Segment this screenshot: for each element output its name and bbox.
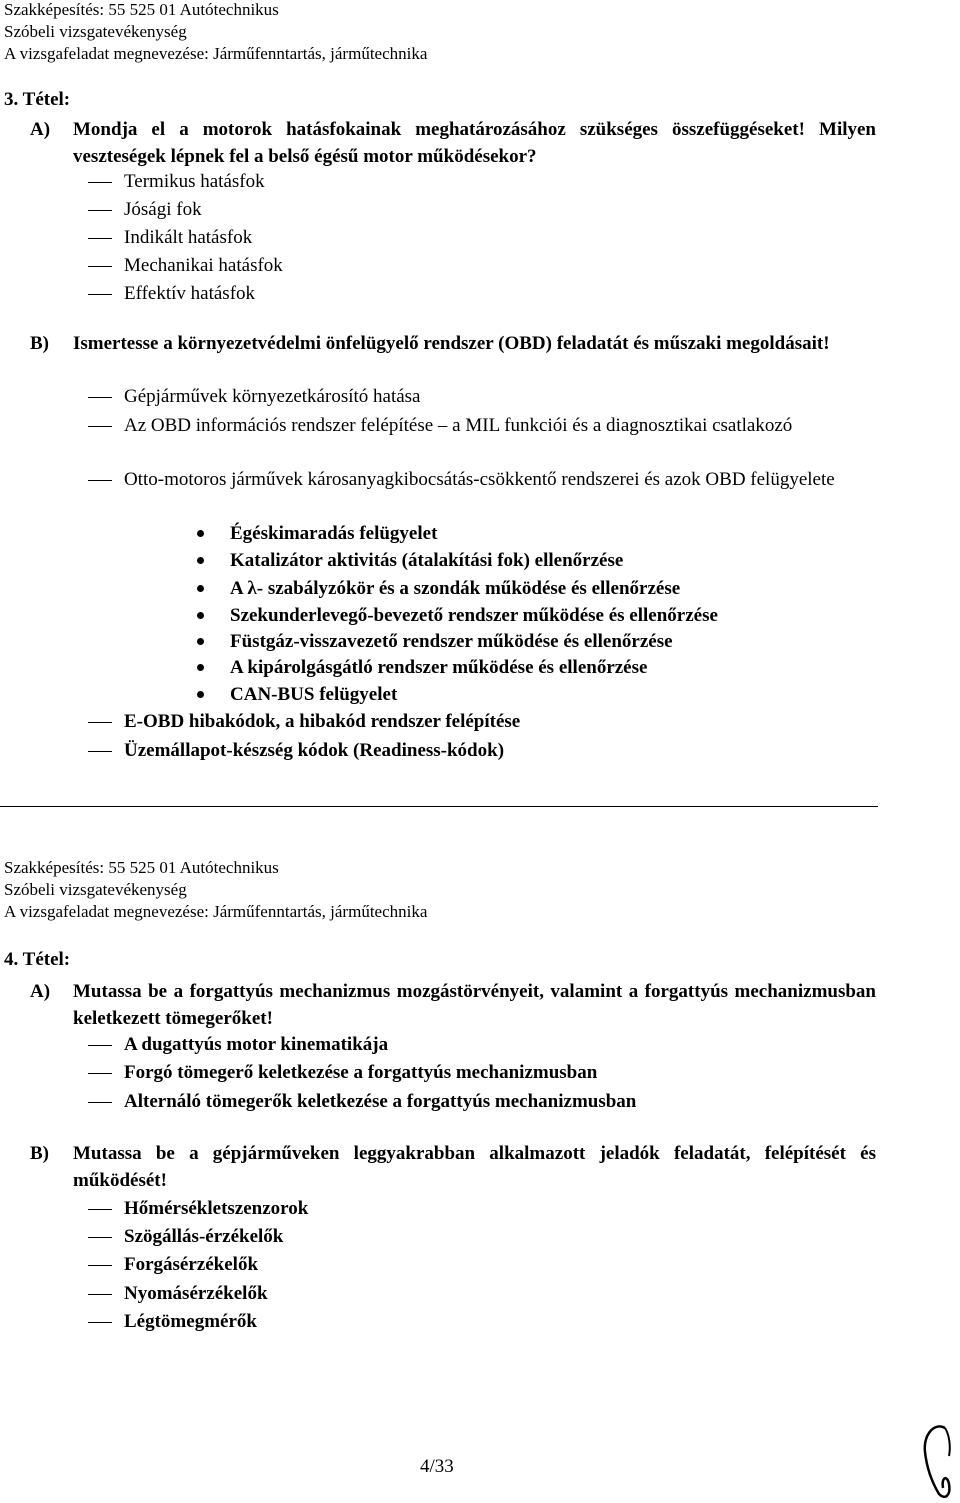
question-text: Mutassa be a forgattyús mechanizmus mozgástörvényeit, valamint a forgattyús mechanizmusban keletkezett tömegerőket!: [73, 981, 876, 1029]
list-item: Mechanikai hatásfok: [88, 252, 878, 279]
sub-list-item: Katalizátor aktivitás (átalakítási fok) ellenőrzése: [230, 547, 623, 574]
header-task-name: A vizsgafeladat megnevezése: Járműfenntartás, járműtechnika: [4, 44, 428, 63]
list-item: E-OBD hibakódok, a hibakód rendszer felépítése: [88, 708, 878, 735]
section-3-question-a: [30, 116, 876, 170]
list-item: Forgásérzékelők: [88, 1251, 878, 1278]
question-label: A): [30, 119, 51, 140]
sub-list-item: Égéskimaradás felügyelet: [230, 520, 437, 547]
section-4-question-b: [30, 1140, 876, 1194]
sub-list-item: CAN-BUS felügyelet: [230, 681, 397, 708]
list-item: Alternáló tömegerők keletkezése a forgattyús mechanizmusban: [88, 1088, 878, 1115]
sub-list-item: A kipárolgásgátló rendszer működése és ellenőrzése: [230, 654, 647, 681]
header-exam-type: Szóbeli vizsgatevékenység: [4, 880, 187, 899]
section-3-title: 3. Tétel:: [4, 89, 71, 110]
sub-list-item: Füstgáz-visszavezető rendszer működése és ellenőrzése: [230, 628, 673, 655]
header-qualification: Szakképesítés: 55 525 01 Autótechnikus: [4, 0, 279, 19]
page-header: [4, 0, 427, 65]
list-item: Nyomásérzékelők: [88, 1280, 878, 1307]
divider: [0, 806, 878, 807]
list-item: Hőmérsékletszenzorok: [88, 1195, 878, 1222]
question-text: Ismertesse a környezetvédelmi önfelügyelő rendszer (OBD) feladatát és műszaki megoldásait!: [73, 333, 830, 354]
list-item: Gépjárművek környezetkárosító hatása: [88, 383, 878, 410]
question-text: Mutassa be a gépjárműveken leggyakrabban alkalmazott jeladók feladatát, felépítését és működését!: [73, 1143, 876, 1191]
page-number: 4/33: [420, 1456, 454, 1477]
list-item: Üzemállapot-készség kódok (Readiness-kódok): [88, 737, 878, 764]
signature-mark: [915, 1420, 960, 1503]
question-label: A): [30, 981, 51, 1002]
list-item: Otto-motoros járművek károsanyagkibocsátás-csökkentő rendszerei és azok OBD felügyelete: [88, 466, 878, 493]
list-item: Effektív hatásfok: [88, 280, 878, 307]
page-header-2: [4, 857, 427, 923]
section-4-title: 4. Tétel:: [4, 949, 71, 970]
list-item: A dugattyús motor kinematikája: [88, 1031, 878, 1058]
question-label: B): [30, 1143, 49, 1164]
section-4-question-a: [30, 978, 876, 1032]
list-item: Termikus hatásfok: [88, 168, 878, 195]
list-item: Az OBD információs rendszer felépítése – a MIL funkciói és a diagnosztikai csatlakozó: [88, 412, 878, 439]
list-item: Jósági fok: [88, 196, 878, 223]
sub-list-item: Szekunderlevegő-bevezető rendszer működése és ellenőrzése: [230, 602, 718, 629]
list-item: Forgó tömegerő keletkezése a forgattyús mechanizmusban: [88, 1059, 878, 1086]
header-exam-type: Szóbeli vizsgatevékenység: [4, 22, 187, 41]
question-label: B): [30, 333, 49, 354]
header-task-name: A vizsgafeladat megnevezése: Járműfenntartás, járműtechnika: [4, 902, 428, 921]
question-text: Mondja el a motorok hatásfokainak meghatározásához szükséges összefüggéseket! Milyen veszteségek lépnek fel a belső égésű motor működésekor?: [73, 119, 876, 167]
list-item: Indikált hatásfok: [88, 224, 878, 251]
sub-list-item: A λ- szabályzókör és a szondák működése és ellenőrzése: [230, 575, 680, 602]
header-qualification: Szakképesítés: 55 525 01 Autótechnikus: [4, 858, 279, 877]
section-3-question-b: [30, 330, 876, 357]
list-item: Szögállás-érzékelők: [88, 1223, 878, 1250]
list-item: Légtömegmérők: [88, 1308, 878, 1335]
